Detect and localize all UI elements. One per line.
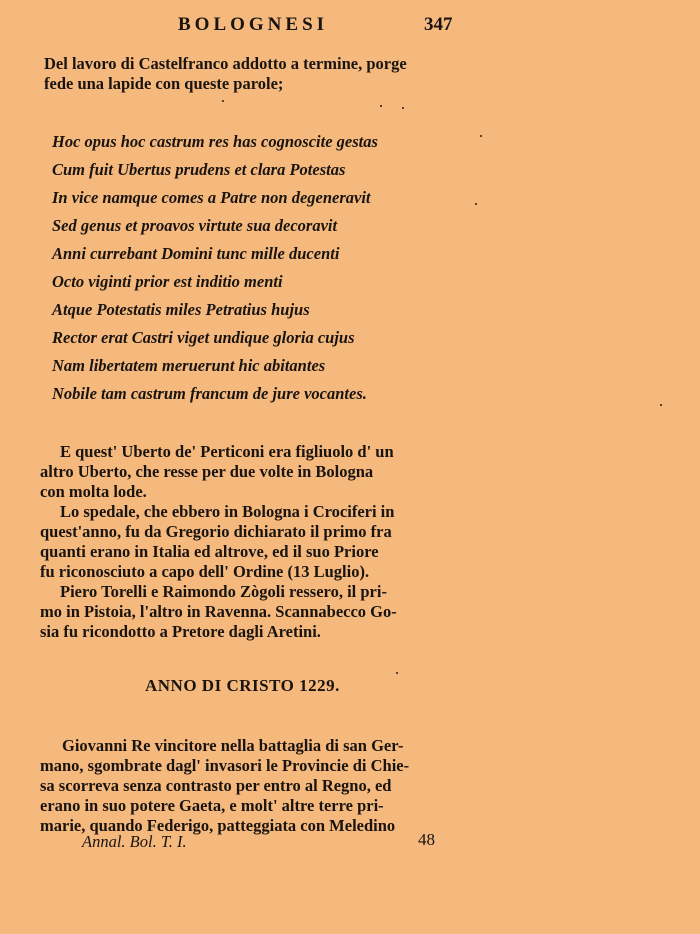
section-line: Giovanni Re vincitore nella battaglia di san Ger- <box>62 736 404 755</box>
body-line: Piero Torelli e Raimondo Zògoli ressero, il pri- <box>60 582 387 601</box>
ink-speck <box>660 404 662 406</box>
body-line: quanti erano in Italia ed altrove, ed il suo Priore <box>40 542 379 561</box>
verse-line: Octo viginti prior est inditio menti <box>52 272 283 291</box>
running-head <box>0 14 700 44</box>
verse-line: Anni currebant Domini tunc mille ducenti <box>52 244 340 263</box>
verse-line: Sed genus et proavos virtute sua decoravit <box>52 216 338 235</box>
sheet-number: 48 <box>418 830 435 849</box>
ink-speck <box>402 107 404 109</box>
body-line: fu riconosciuto a capo dell' Ordine (13 Luglio). <box>40 562 370 581</box>
intro-line: fede una lapide con queste parole; <box>44 74 284 93</box>
signature-mark: Annal. Bol. T. I. <box>82 832 187 851</box>
ink-speck <box>396 672 398 674</box>
body-line: altro Uberto, che resse per due volte in Bologna <box>40 462 374 481</box>
verse-line: Hoc opus hoc castrum res has cognoscite gestas <box>52 132 378 151</box>
verse-line: Rector erat Castri viget undique gloria cujus <box>52 328 355 347</box>
body-line: sia fu ricondotto a Pretore dagli Aretini. <box>40 622 321 641</box>
ink-speck <box>222 100 224 102</box>
section-line: mano, sgombrate dagl' invasori le Provincie di Chie- <box>40 756 410 775</box>
verse-line: Nam libertatem meruerunt hic abitantes <box>52 356 326 375</box>
verse-line: Cum fuit Ubertus prudens et clara Potestas <box>52 160 346 179</box>
body-line: Lo spedale, che ebbero in Bologna i Crociferi in <box>60 502 395 521</box>
section-heading: ANNO DI CRISTO 1229. <box>145 676 340 695</box>
running-title: BOLOGNESI <box>178 14 329 35</box>
ink-speck <box>475 203 477 205</box>
body-line: E quest' Uberto de' Perticoni era figliuolo d' un <box>60 442 394 461</box>
section-line: marie, quando Federigo, patteggiata con Meledino <box>40 816 396 835</box>
body-line: mo in Pistoia, l'altro in Ravenna. Scannabecco Go- <box>40 602 397 621</box>
intro-line: Del lavoro di Castelfranco addotto a termine, porge <box>44 54 407 73</box>
verse-line: In vice namque comes a Patre non degeneravit <box>52 188 371 207</box>
verse-line: Atque Potestatis miles Petratius hujus <box>52 300 310 319</box>
body-line: quest'anno, fu da Gregorio dichiarato il primo fra <box>40 522 392 541</box>
verse-line: Nobile tam castrum francum de jure vocantes. <box>52 384 367 403</box>
section-line: erano in suo potere Gaeta, e molt' altre terre pri- <box>40 796 384 815</box>
page-number: 347 <box>424 14 453 35</box>
body-line: con molta lode. <box>40 482 147 501</box>
section-line: sa scorreva senza contrasto per entro al Regno, ed <box>40 776 392 795</box>
ink-speck <box>380 105 382 107</box>
ink-speck <box>480 135 482 137</box>
